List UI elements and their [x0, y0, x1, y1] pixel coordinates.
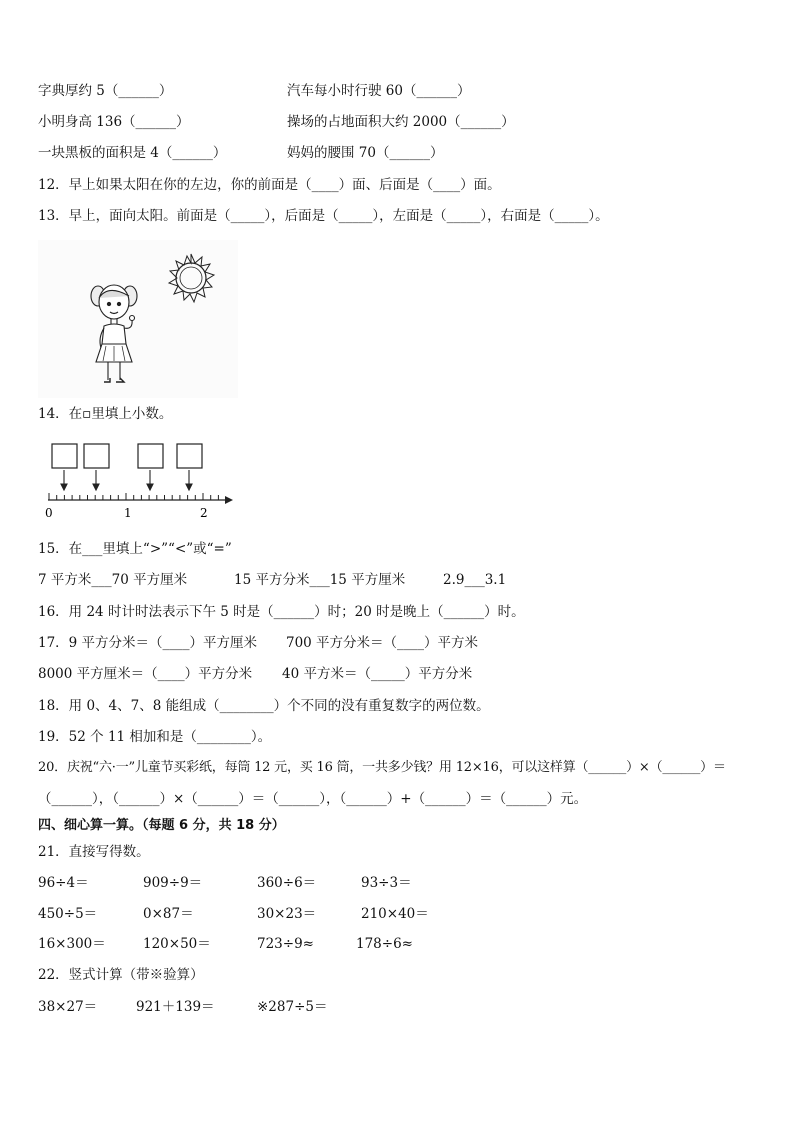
- question-15: 15．在___里填上“>”“<”或“=”: [38, 541, 232, 557]
- number-line-figure: [38, 440, 238, 522]
- question-19: 19．52 个 11 相加和是（________）。: [38, 729, 272, 745]
- answer-box[interactable]: [84, 444, 109, 468]
- question-18: 18．用 0、4、7、8 能组成（________）个不同的没有重复数字的两位数。: [38, 698, 490, 714]
- tick-label-1: 1: [124, 506, 132, 520]
- q21-r3-c4: 178÷6≈: [356, 936, 413, 952]
- question-16: 16．用 24 时计时法表示下午 5 时是（______）时；20 时是晚上（______）时。: [38, 604, 525, 620]
- q11-row3-right: 妈妈的腰围 70（______）: [287, 145, 444, 161]
- q17-item-3: 8000 平方厘米＝（____）平方分米: [38, 666, 253, 682]
- q22-item-3: ※287÷5＝: [257, 999, 328, 1015]
- arrow-right-icon: [225, 496, 233, 504]
- question-21: 21．直接写得数。: [38, 844, 150, 860]
- q11-row1-right: 汽车每小时行驶 60（______）: [287, 83, 471, 99]
- q22-item-2: 921＋139＝: [136, 999, 215, 1015]
- question-13: 13．早上，面向太阳。前面是（_____），后面是（_____），左面是（_____），右面是（_____）。: [38, 208, 609, 224]
- question-12: 12．早上如果太阳在你的左边，你的前面是（____）面、后面是（____）面。: [38, 177, 501, 193]
- q15-item-1: 7 平方米___70 平方厘米: [38, 572, 188, 588]
- question-22: 22．竖式计算（带※验算）: [38, 967, 204, 983]
- q21-r3-c1: 16×300＝: [38, 936, 106, 952]
- q21-r2-c2: 0×87＝: [143, 906, 194, 922]
- q17-item-4: 40 平方米＝（_____）平方分米: [282, 666, 473, 682]
- answer-box[interactable]: [177, 444, 202, 468]
- q15-item-2: 15 平方分米___15 平方厘米: [234, 572, 406, 588]
- q15-item-3: 2.9___3.1: [443, 572, 507, 588]
- q21-r1-c2: 909÷9＝: [143, 875, 203, 891]
- q22-item-1: 38×27＝: [38, 999, 98, 1015]
- q21-r2-c3: 30×23＝: [257, 906, 317, 922]
- question-20-line1: 20．庆祝“六·一”儿童节买彩纸，每筒 12 元，买 16 筒，一共多少钱？用 12×16，可以这样算（______）×（______）＝: [38, 760, 726, 775]
- q21-r2-c4: 210×40＝: [361, 906, 429, 922]
- q11-row1-left: 字典厚约 5（______）: [38, 83, 173, 99]
- q11-row2-left: 小明身高 136（______）: [38, 114, 190, 130]
- q11-row2-right: 操场的占地面积大约 2000（______）: [287, 114, 515, 130]
- question-14: 14．在▫里填上小数。: [38, 406, 173, 422]
- answer-box[interactable]: [52, 444, 77, 468]
- answer-box[interactable]: [138, 444, 163, 468]
- q17-item-2: 700 平方分米＝（____）平方米: [286, 635, 479, 651]
- q21-r1-c1: 96÷4＝: [38, 875, 89, 891]
- q11-row3-left: 一块黑板的面积是 4（______）: [38, 145, 227, 161]
- q21-r3-c2: 120×50＝: [143, 936, 211, 952]
- q21-r1-c3: 360÷6＝: [257, 875, 317, 891]
- q17-item-1: 17．9 平方分米＝（____）平方厘米: [38, 635, 258, 651]
- girl-and-sun-illustration: [38, 240, 238, 398]
- question-20-line2: （______），（______）×（______）＝（______），（______）+（______）＝（______）元。: [38, 791, 588, 807]
- tick-label-2: 2: [200, 506, 208, 520]
- q21-r3-c3: 723÷9≈: [257, 936, 314, 952]
- tick-label-0: 0: [45, 506, 53, 520]
- section-4-heading: 四、细心算一算。（每题 6 分，共 18 分）: [38, 818, 285, 833]
- q21-r1-c4: 93÷3＝: [361, 875, 412, 891]
- q21-r2-c1: 450÷5＝: [38, 906, 98, 922]
